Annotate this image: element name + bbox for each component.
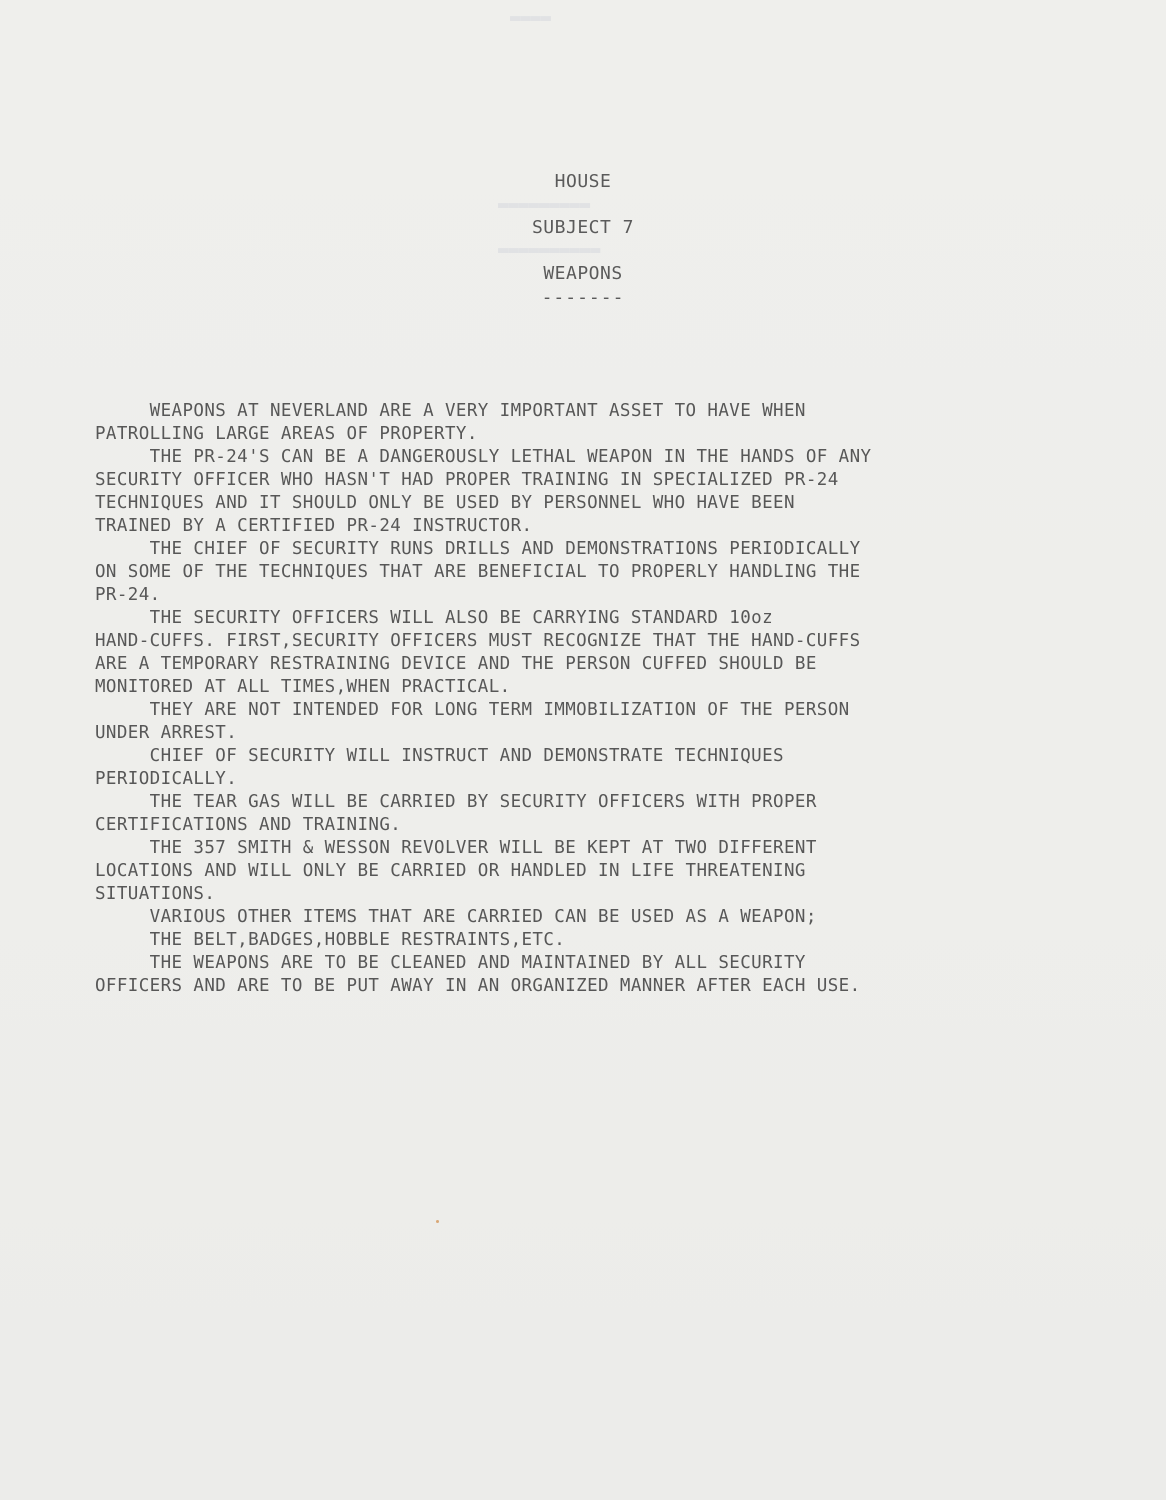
body-line: PR-24.: [95, 585, 161, 605]
body-line: THE BELT,BADGES,HOBBLE RESTRAINTS,ETC.: [95, 930, 566, 950]
bleed-through-subject: ▬▬▬▬▬▬▬▬▬: [498, 195, 591, 215]
body-line: THE SECURITY OFFICERS WILL ALSO BE CARRYING STANDARD 10oz: [95, 608, 774, 628]
body-line: THE CHIEF OF SECURITY RUNS DRILLS AND DEMONSTRATIONS PERIODICALLY: [95, 539, 861, 559]
body-line: HAND-CUFFS. FIRST,SECURITY OFFICERS MUST RECOGNIZE THAT THE HAND-CUFFS: [95, 631, 861, 651]
body-line: ARE A TEMPORARY RESTRAINING DEVICE AND THE PERSON CUFFED SHOULD BE: [95, 654, 817, 674]
title-underline: -------: [541, 287, 625, 308]
body-line: MONITORED AT ALL TIMES,WHEN PRACTICAL.: [95, 677, 511, 697]
body-line: THEY ARE NOT INTENDED FOR LONG TERM IMMOBILIZATION OF THE PERSON: [95, 700, 850, 720]
header-subject: SUBJECT 7: [531, 217, 635, 238]
body-line: VARIOUS OTHER ITEMS THAT ARE CARRIED CAN BE USED AS A WEAPON;: [95, 907, 817, 927]
document-body: [95, 400, 1095, 998]
body-line: THE PR-24'S CAN BE A DANGEROUSLY LETHAL WEAPON IN THE HANDS OF ANY: [95, 447, 872, 467]
bleed-through-header: ▬▬▬▬: [510, 8, 551, 28]
header-location: HOUSE: [554, 171, 612, 192]
body-line: THE 357 SMITH & WESSON REVOLVER WILL BE KEPT AT TWO DIFFERENT: [95, 838, 817, 858]
body-line: CERTIFICATIONS AND TRAINING.: [95, 815, 402, 835]
body-line: THE TEAR GAS WILL BE CARRIED BY SECURITY OFFICERS WITH PROPER: [95, 792, 817, 812]
body-line: TRAINED BY A CERTIFIED PR-24 INSTRUCTOR.: [95, 516, 533, 536]
body-line: ON SOME OF THE TECHNIQUES THAT ARE BENEFICIAL TO PROPERLY HANDLING THE: [95, 562, 861, 582]
body-line: PERIODICALLY.: [95, 769, 238, 789]
body-line: THE WEAPONS ARE TO BE CLEANED AND MAINTAINED BY ALL SECURITY: [95, 953, 806, 973]
page-title: WEAPONS: [543, 263, 623, 284]
paper-speck: [436, 1220, 439, 1223]
body-line: SITUATIONS.: [95, 884, 216, 904]
body-line: CHIEF OF SECURITY WILL INSTRUCT AND DEMONSTRATE TECHNIQUES: [95, 746, 784, 766]
body-line: OFFICERS AND ARE TO BE PUT AWAY IN AN ORGANIZED MANNER AFTER EACH USE.: [95, 976, 861, 996]
body-line: LOCATIONS AND WILL ONLY BE CARRIED OR HANDLED IN LIFE THREATENING: [95, 861, 806, 881]
body-line: SECURITY OFFICER WHO HASN'T HAD PROPER TRAINING IN SPECIALIZED PR-24: [95, 470, 839, 490]
bleed-through-title: ▬▬▬▬▬▬▬▬▬▬: [498, 240, 601, 260]
body-line: PATROLLING LARGE AREAS OF PROPERTY.: [95, 424, 478, 444]
body-line: UNDER ARREST.: [95, 723, 238, 743]
body-line: TECHNIQUES AND IT SHOULD ONLY BE USED BY PERSONNEL WHO HAVE BEEN: [95, 493, 795, 513]
body-line: WEAPONS AT NEVERLAND ARE A VERY IMPORTANT ASSET TO HAVE WHEN: [95, 401, 806, 421]
